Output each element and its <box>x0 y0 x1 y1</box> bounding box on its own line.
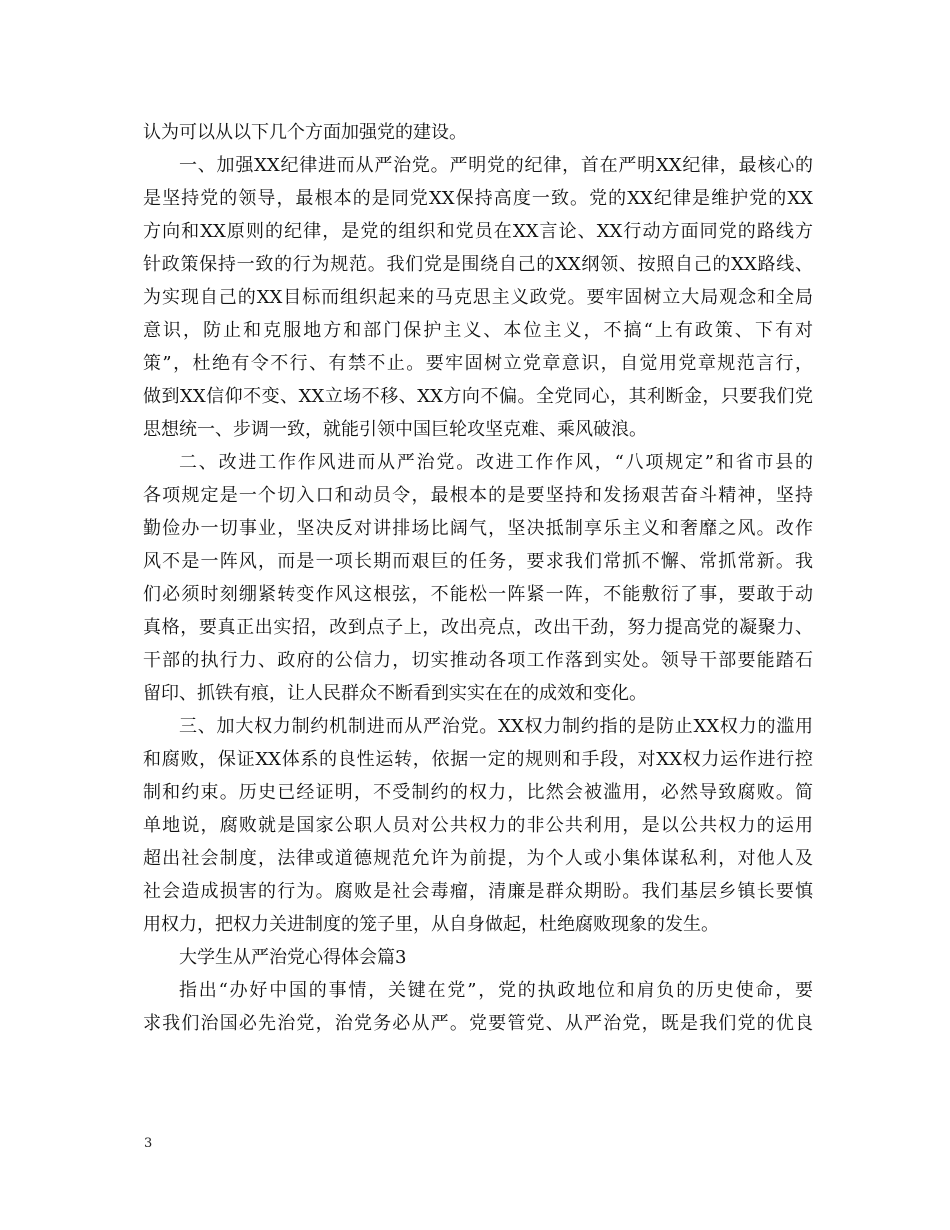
text-line: 方向和XX原则的纪律，是党的组织和党员在XX言论、XX行动方面同党的路线方 <box>143 221 813 242</box>
text-line: 意识，防止和克服地方和部门保护主义、本位主义，不搞“上有政策、下有对 <box>143 320 813 341</box>
paragraph <box>143 710 813 941</box>
text-line: 做到XX信仰不变、XX立场不移、XX方向不偏。全党同心，其利断金，只要我们党 <box>143 386 813 407</box>
paragraph <box>143 149 813 446</box>
document-body <box>143 116 813 1040</box>
text-line: 指出“办好中国的事情，关键在党”，党的执政地位和肩负的历史使命，要 <box>179 980 813 1001</box>
text-line: 大学生从严治党心得体会篇3 <box>179 947 407 968</box>
text-line: 策”，杜绝有令不行、有禁不止。要牢固树立党章意识，自觉用党章规范言行， <box>143 353 813 374</box>
text-line: 二、改进工作作风进而从严治党。改进工作作风，“八项规定”和省市县的 <box>179 452 813 473</box>
text-line: 们必须时刻绷紧转变作风这根弦，不能松一阵紧一阵，不能敷衍了事，要敢于动 <box>143 584 813 605</box>
text-line: 制和约束。历史已经证明，不受制约的权力，比然会被滥用，必然导致腐败。简 <box>143 782 813 803</box>
text-line: 和腐败，保证XX体系的良性运转，依据一定的规则和手段，对XX权力运作进行控 <box>143 749 813 770</box>
text-line: 超出社会制度，法律或道德规范允许为前提，为个人或小集体谋私利，对他人及 <box>143 848 813 869</box>
text-line: 一、加强XX纪律进而从严治党。严明党的纪律，首在严明XX纪律，最核心的 <box>179 155 813 176</box>
text-line: 勤俭办一切事业，坚决反对讲排场比阔气，坚决抵制享乐主义和奢靡之风。改作 <box>143 518 813 539</box>
paragraph <box>143 116 813 149</box>
text-line: 认为可以从以下几个方面加强党的建设。 <box>143 122 467 143</box>
text-line: 三、加大权力制约机制进而从严治党。XX权力制约指的是防止XX权力的滥用 <box>179 716 813 737</box>
text-line: 风不是一阵风，而是一项长期而艰巨的任务，要求我们常抓不懈、常抓常新。我 <box>143 551 813 572</box>
text-line: 单地说，腐败就是国家公职人员对公共权力的非公共利用，是以公共权力的运用 <box>143 815 813 836</box>
paragraph <box>143 974 813 1040</box>
paragraph <box>143 941 813 974</box>
text-line: 干部的执行力、政府的公信力，切实推动各项工作落到实处。领导干部要能踏石 <box>143 650 813 671</box>
text-line: 用权力，把权力关进制度的笼子里，从自身做起，杜绝腐败现象的发生。 <box>143 914 719 935</box>
text-line: 是坚持党的领导，最根本的是同党XX保持高度一致。党的XX纪律是维护党的XX <box>143 188 813 209</box>
text-line: 真格，要真正出实招，改到点子上，改出亮点，改出干劲，努力提高党的凝聚力、 <box>143 617 813 638</box>
paragraph <box>143 446 813 710</box>
text-line: 求我们治国必先治党，治党务必从严。党要管党、从严治党，既是我们党的优良 <box>143 1013 813 1034</box>
text-line: 为实现自己的XX目标而组织起来的马克思主义政党。要牢固树立大局观念和全局 <box>143 287 813 308</box>
text-line: 社会造成损害的行为。腐败是社会毒瘤，清廉是群众期盼。我们基层乡镇长要慎 <box>143 881 813 902</box>
page-number: 3 <box>144 1136 153 1151</box>
text-line: 针政策保持一致的行为规范。我们党是围绕自己的XX纲领、按照自己的XX路线、 <box>143 254 813 275</box>
text-line: 留印、抓铁有痕，让人民群众不断看到实实在在的成效和变化。 <box>143 683 647 704</box>
text-line: 各项规定是一个切入口和动员令，最根本的是要坚持和发扬艰苦奋斗精神，坚持 <box>143 485 813 506</box>
text-line: 思想统一、步调一致，就能引领中国巨轮攻坚克难、乘风破浪。 <box>143 419 647 440</box>
